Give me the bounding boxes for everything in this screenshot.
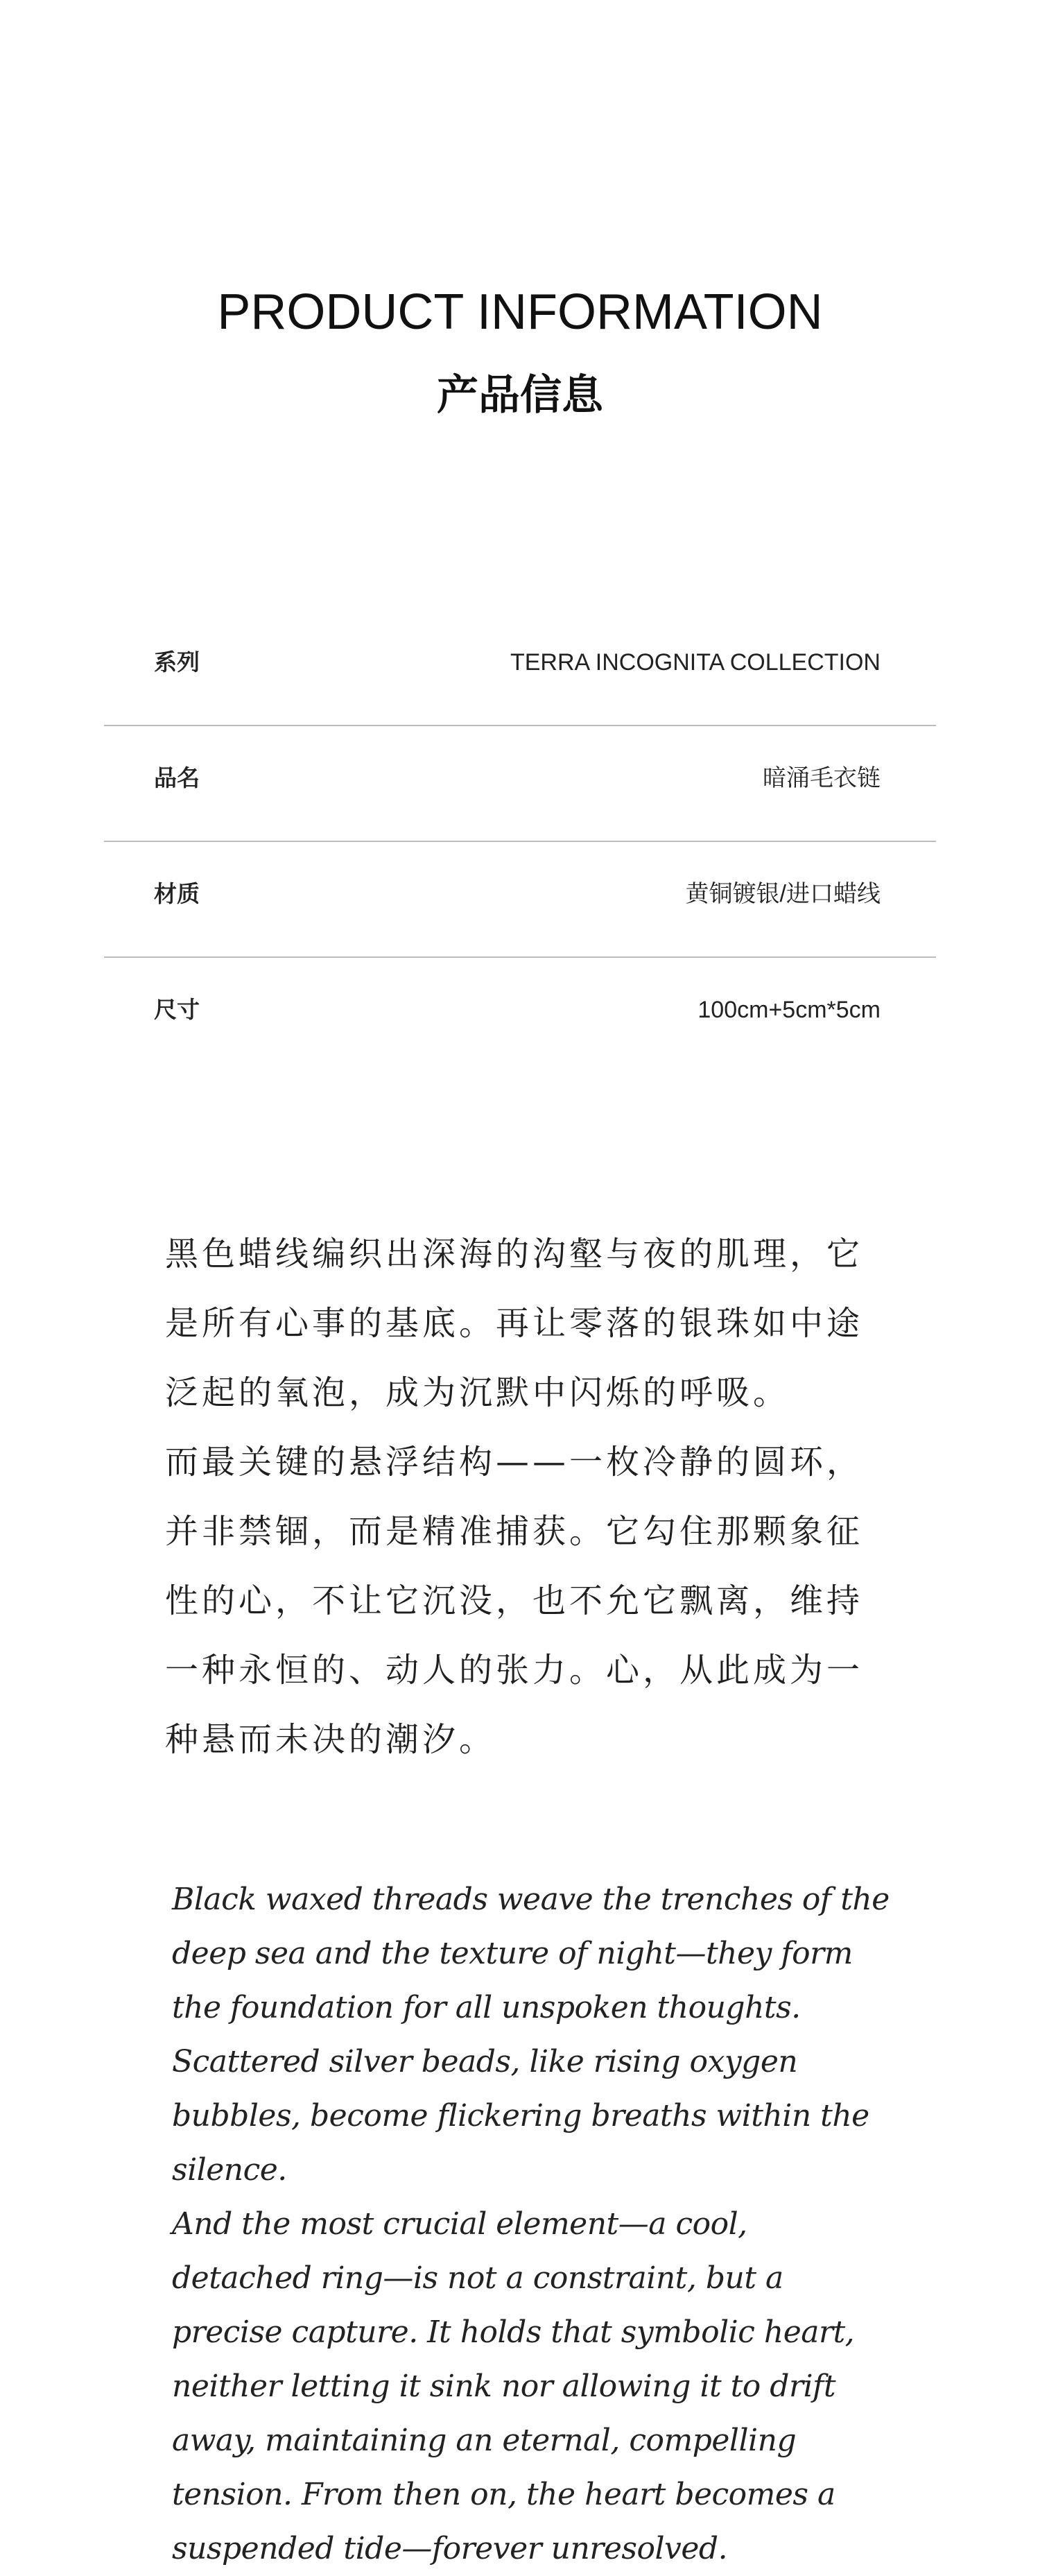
description-chinese-paragraph: 黑色蜡线编织出深海的沟壑与夜的肌理，它是所有心事的基底。再让零落的银珠如中途泛起的氧泡，成为沉默中闪烁的呼吸。 [165, 1235, 864, 1412]
spec-value: TERRA INCOGNITA COLLECTION [510, 649, 881, 676]
spec-label: 尺寸 [154, 996, 200, 1023]
spec-value: 暗涌毛衣链 [763, 765, 881, 791]
page-title-english: PRODUCT INFORMATION [217, 284, 823, 340]
description-english-paragraph: Black waxed threads weave the trenches of the deep sea and the texture of night—they form the foundation for all unspoken thoughts. Scattered silver beads, like rising oxygen bubbles, become flickering breaths within the silence. [172, 1882, 890, 2188]
spec-value: 黄铜镀银/进口蜡线 [685, 881, 881, 907]
spec-label: 品名 [154, 764, 200, 791]
spec-value: 100cm+5cm*5cm [697, 997, 881, 1023]
spec-label: 材质 [154, 880, 200, 907]
description-english-1 [172, 1873, 893, 2197]
description-chinese-paragraph: 而最关键的悬浮结构——一枚冷静的圆环，并非禁锢，而是精准捕获。它勾住那颗象征性的心，不让它沉没，也不允它飘离，维持一种永恒的、动人的张力。心，从此成为一种悬而未决的潮汐。 [165, 1443, 864, 1759]
description-english-2 [172, 2197, 893, 2576]
description-english-paragraph: And the most crucial element—a cool, detached ring—is not a constraint, but a precise capture. It holds that symbolic heart, neither letting it sink nor allowing it to drift away, maintaining an eternal, compelling tension. From then on, the heart becomes a suspended tide—forever unresolved. [172, 2206, 855, 2566]
page-title-chinese: 产品信息 [437, 371, 603, 420]
description-chinese [165, 1219, 893, 1774]
spec-row-size [104, 958, 936, 1074]
spec-table [104, 610, 936, 1074]
spec-label: 系列 [154, 649, 200, 676]
spec-row-material [104, 842, 936, 958]
spec-row-series [104, 610, 936, 726]
spec-row-product-name [104, 726, 936, 842]
